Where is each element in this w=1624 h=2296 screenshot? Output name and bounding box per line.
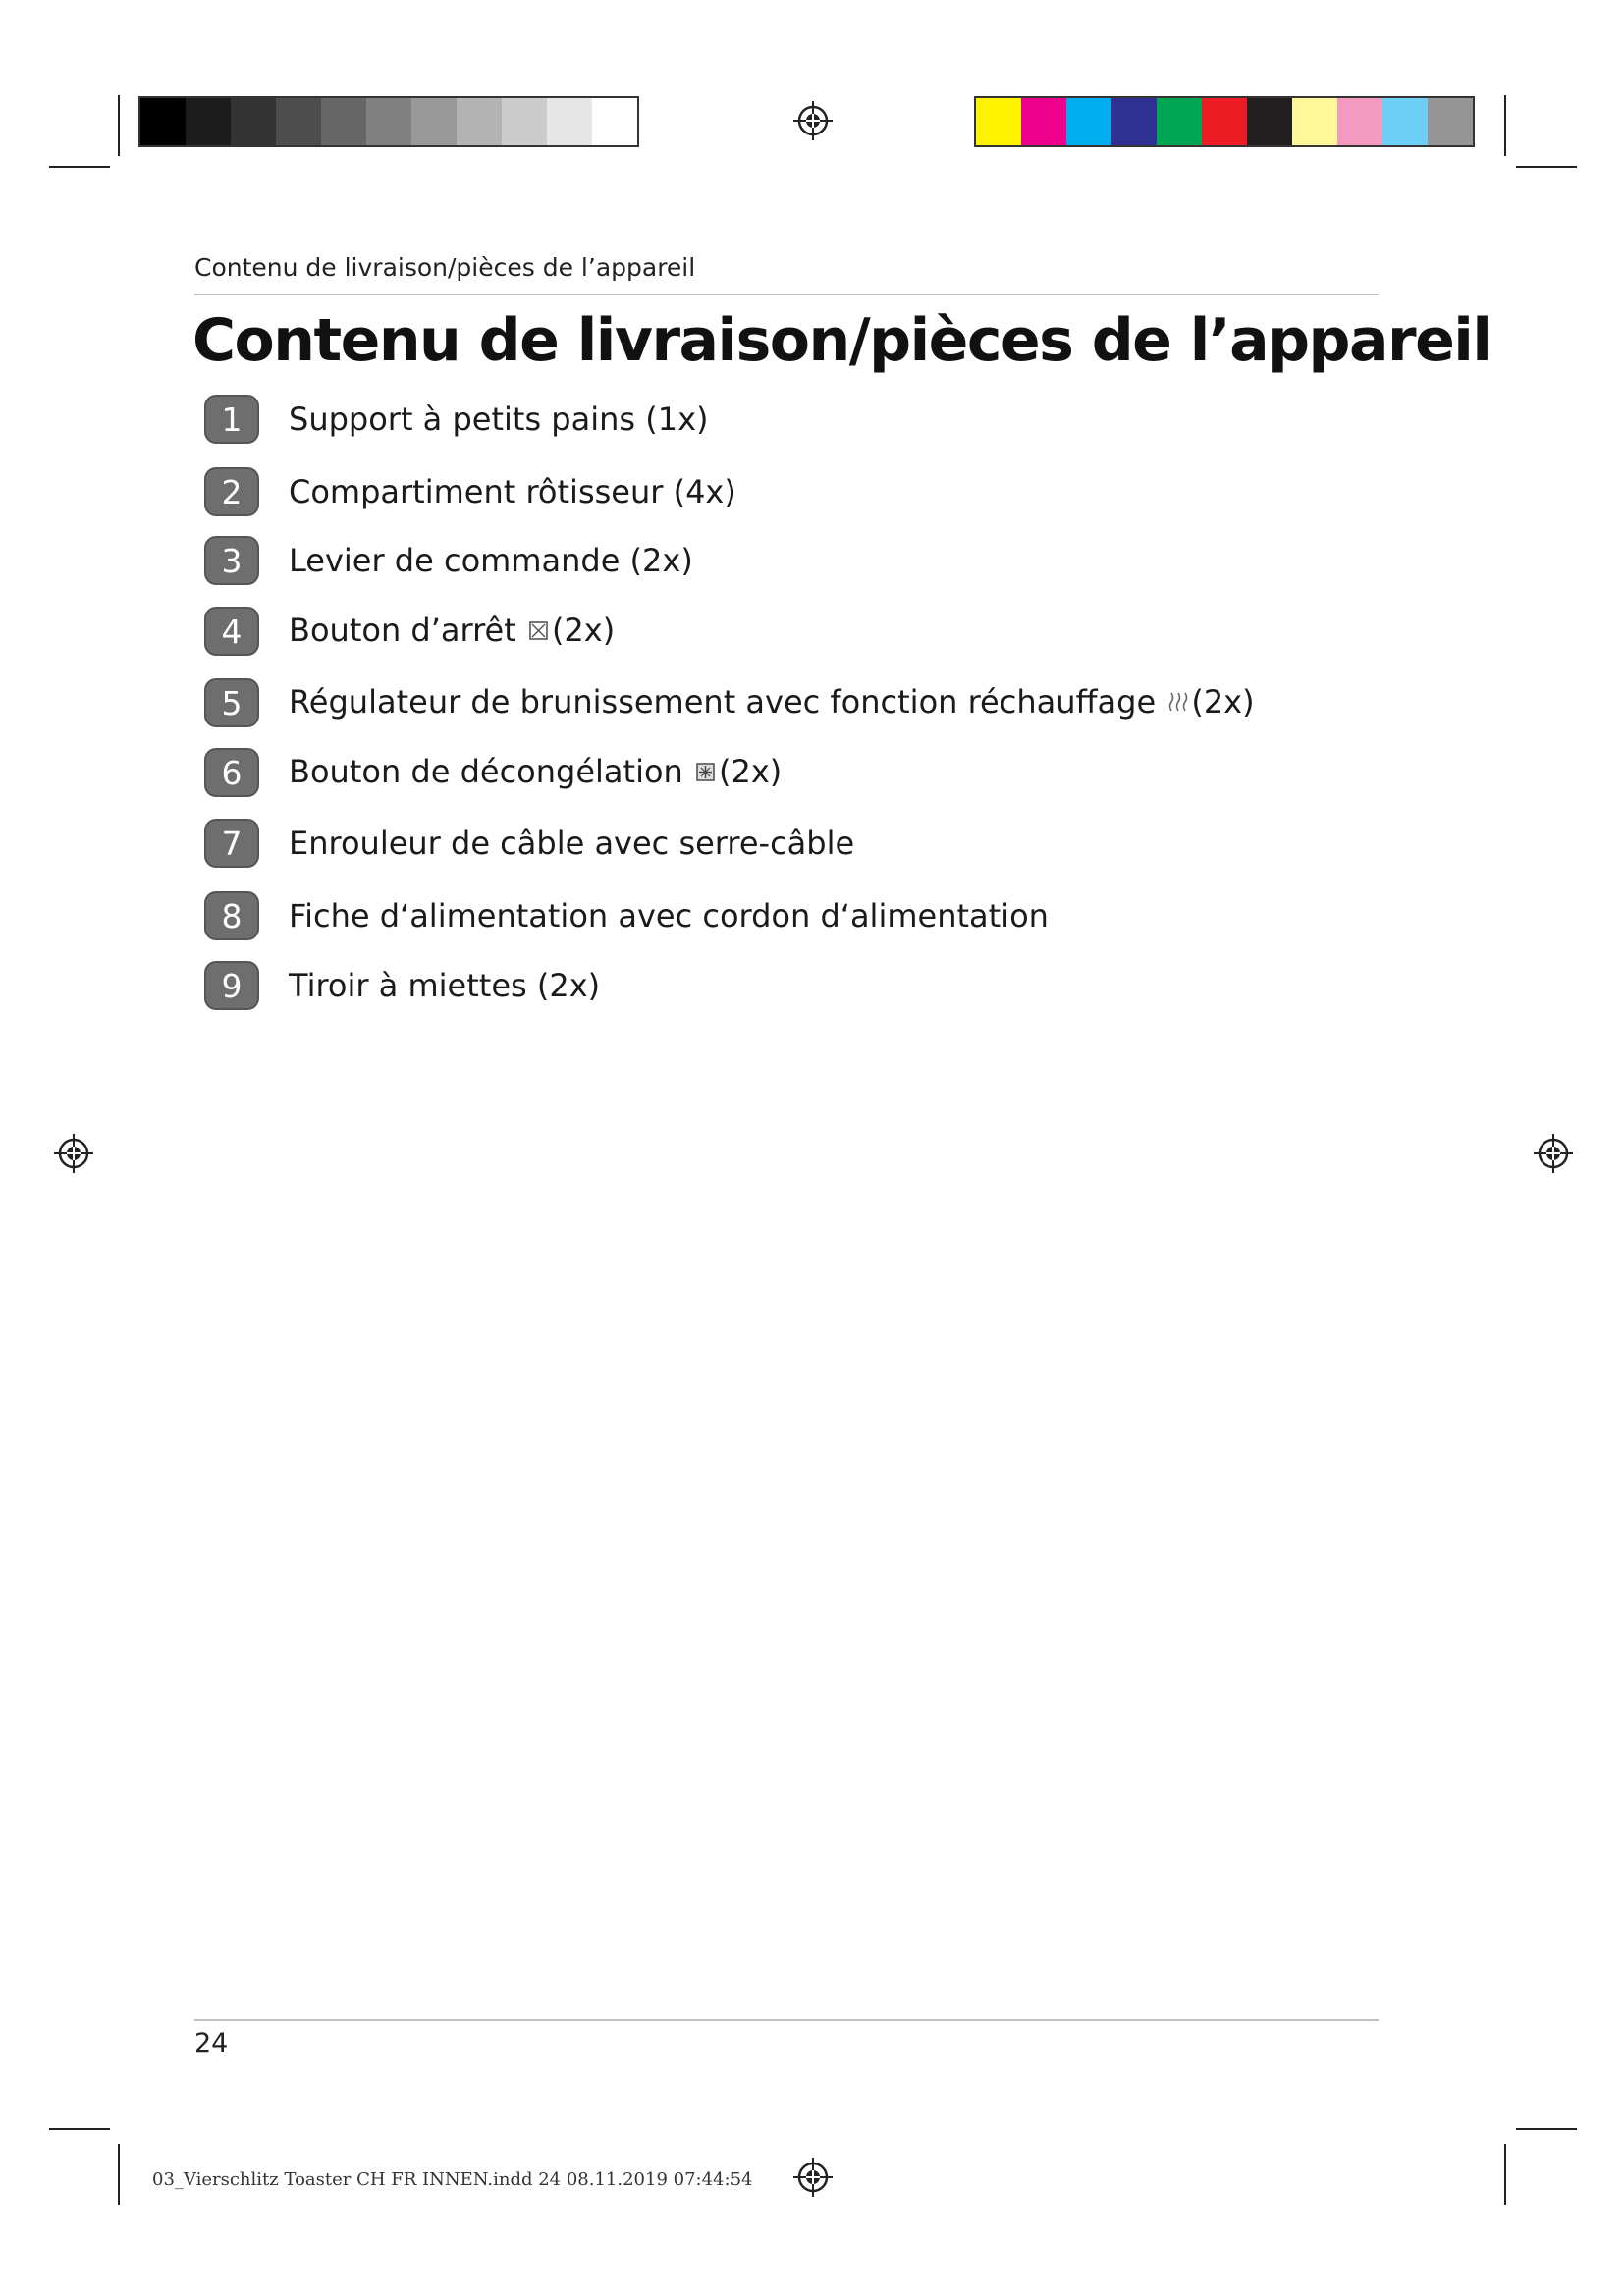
color-swatch xyxy=(976,98,1021,145)
color-swatch xyxy=(1202,98,1247,145)
color-swatch xyxy=(457,98,502,145)
part-label xyxy=(289,683,1255,722)
part-quantity: (2x) xyxy=(1191,683,1255,721)
crop-mark xyxy=(1504,95,1506,156)
stop-icon xyxy=(528,614,550,651)
part-label-text: Support à petits pains (1x) xyxy=(289,400,709,438)
footer-rule xyxy=(194,2019,1379,2021)
color-swatch xyxy=(366,98,411,145)
color-swatch xyxy=(186,98,231,145)
crop-mark xyxy=(1516,2128,1577,2130)
part-label-text: Bouton de décongélation xyxy=(289,753,683,790)
part-label-text: Tiroir à miettes (2x) xyxy=(289,967,601,1004)
registration-mark-icon xyxy=(791,2156,835,2199)
registration-mark-icon xyxy=(791,99,835,142)
color-swatch xyxy=(592,98,637,145)
crop-mark xyxy=(49,166,110,168)
part-item-7 xyxy=(204,819,854,868)
part-item-6 xyxy=(204,748,782,797)
part-number-badge: 8 xyxy=(204,891,259,940)
part-item-5 xyxy=(204,678,1255,727)
color-swatch xyxy=(1382,98,1428,145)
color-swatch xyxy=(1157,98,1202,145)
color-swatch xyxy=(502,98,547,145)
color-swatch xyxy=(276,98,321,145)
part-label-text: Enrouleur de câble avec serre-câble xyxy=(289,825,855,862)
process-color-bar xyxy=(974,96,1475,147)
part-number-badge: 9 xyxy=(204,961,259,1010)
part-item-2 xyxy=(204,467,736,516)
part-label xyxy=(289,897,1049,934)
running-head: Contenu de livraison/pièces de l’appareil xyxy=(194,253,696,282)
part-label-text: Bouton d’arrêt xyxy=(289,612,516,649)
part-label xyxy=(289,473,736,510)
crop-mark xyxy=(1504,2144,1506,2205)
header-rule xyxy=(194,294,1379,295)
print-slug: 03_Vierschlitz Toaster CH FR INNEN.indd 24 08.11.2019 07:44:54 xyxy=(152,2169,753,2190)
page-number: 24 xyxy=(194,2028,229,2058)
part-label xyxy=(289,612,615,651)
part-item-9 xyxy=(204,961,600,1010)
color-swatch xyxy=(547,98,592,145)
color-swatch xyxy=(140,98,186,145)
part-item-4 xyxy=(204,607,615,656)
crop-mark xyxy=(118,95,120,156)
crop-mark xyxy=(1516,166,1577,168)
part-number-badge: 3 xyxy=(204,536,259,585)
part-label xyxy=(289,400,708,438)
registration-mark-icon xyxy=(1532,1132,1575,1175)
color-swatch xyxy=(1066,98,1111,145)
color-swatch xyxy=(411,98,457,145)
part-quantity: (2x) xyxy=(718,753,783,790)
registration-mark-icon xyxy=(52,1132,95,1175)
part-quantity: (2x) xyxy=(551,612,616,649)
color-swatch xyxy=(1428,98,1473,145)
color-swatch xyxy=(1021,98,1066,145)
crop-mark xyxy=(118,2144,120,2205)
reheat-icon xyxy=(1167,685,1189,722)
part-number-badge: 2 xyxy=(204,467,259,516)
crop-mark xyxy=(49,2128,110,2130)
part-item-3 xyxy=(204,536,693,585)
part-label-text: Compartiment rôtisseur (4x) xyxy=(289,473,736,510)
part-label xyxy=(289,753,782,792)
page-title: Contenu de livraison/pièces de l’appareil xyxy=(192,306,1491,375)
part-number-badge: 4 xyxy=(204,607,259,656)
part-number-badge: 6 xyxy=(204,748,259,797)
grayscale-color-bar xyxy=(138,96,639,147)
color-swatch xyxy=(1247,98,1292,145)
color-swatch xyxy=(231,98,276,145)
part-label-text: Fiche d‘alimentation avec cordon d‘alimentation xyxy=(289,897,1049,934)
part-number-badge: 5 xyxy=(204,678,259,727)
color-swatch xyxy=(1111,98,1157,145)
part-label xyxy=(289,542,693,579)
color-swatch xyxy=(1337,98,1382,145)
part-label-text: Régulateur de brunissement avec fonction réchauffage xyxy=(289,683,1157,721)
color-swatch xyxy=(321,98,366,145)
part-item-1 xyxy=(204,395,708,444)
color-swatch xyxy=(1292,98,1337,145)
part-number-badge: 1 xyxy=(204,395,259,444)
part-label-text: Levier de commande (2x) xyxy=(289,542,693,579)
part-label xyxy=(289,967,600,1004)
part-number-badge: 7 xyxy=(204,819,259,868)
defrost-icon xyxy=(695,755,717,792)
part-label xyxy=(289,825,854,862)
part-item-8 xyxy=(204,891,1049,940)
